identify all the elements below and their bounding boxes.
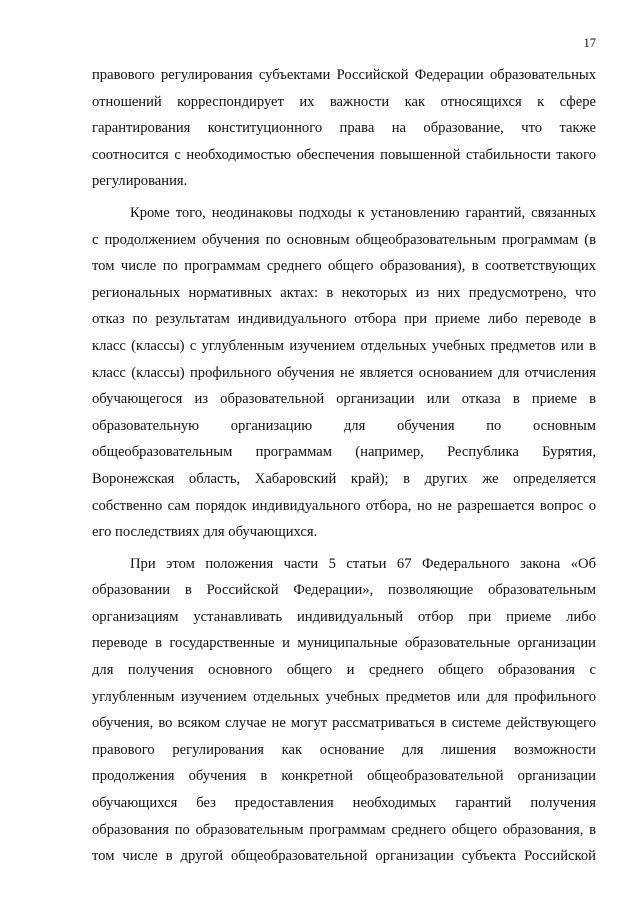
text-line: При этом положения части 5 статьи 67 Федерального закона «Об [130,555,596,572]
text-line: том числе в другой общеобразовательной организации субъекта Российской [92,848,596,865]
text-line: с продолжением обучения по основным общеобразовательным программам (в [92,231,596,248]
text-line: образовании в Российской Федерации», позволяющие образовательным [92,582,596,599]
text-line: отказ по результатам индивидуального отбора при приеме либо переводе в [92,311,596,328]
text-line: класс (классы) профильного обучения не является основанием для отчисления [92,364,596,381]
text-line: региональных нормативных актах: в некоторых из них предусмотрено, что [92,284,596,301]
text-line: класс (классы) с углубленным изучением отдельных учебных предметов или в [92,337,596,354]
text-line: собственно сам порядок индивидуального отбора, но не разрешается вопрос о [92,497,596,514]
paragraph-1 [92,62,596,195]
text-line: его последствиях для обучающихся. [92,524,318,541]
text-line: общеобразовательным программам (например, Республика Бурятия, [92,444,596,461]
text-line: обучающегося из образовательной организации или отказа в приеме в [92,391,596,408]
text-line: продолжения обучения в конкретной общеобразовательной организации [92,768,596,785]
body-text [92,62,596,870]
text-line: гарантирования конституционного права на образование, что также [92,120,596,137]
text-line: соотносится с необходимостью обеспечения повышенной стабильности такого [92,146,596,163]
page-number: 17 [583,36,596,50]
text-line: обучения, во всяком случае не могут рассматриваться в системе действующего [92,715,596,732]
text-line: обучающихся без предоставления необходимых гарантий получения [92,795,596,812]
text-line: отношений корреспондирует их важности как относящихся к сфере [92,93,596,110]
text-line: том числе по программам среднего общего образования), в соответствующих [92,258,596,275]
text-line: переводе в государственные и муниципальные образовательные организации [92,635,596,652]
text-line: правового регулирования как основание для лишения возможности [92,741,596,758]
paragraph-2 [92,200,596,546]
text-line: углубленным изучением отдельных учебных предметов или для профильного [92,688,596,705]
text-line: правового регулирования субъектами Российской Федерации образовательных [92,67,596,83]
text-line: для получения основного общего и среднего общего образования с [92,662,596,679]
text-line: Кроме того, неодинаковы подходы к установлению гарантий, связанных [130,204,596,221]
text-line: образовательную организацию для обучения по основным [92,417,596,434]
text-line: Воронежская область, Хабаровский край); в других же определяется [92,470,596,487]
text-line: регулирования. [92,173,188,190]
paragraph-3 [92,551,596,870]
text-line: организациям устанавливать индивидуальный отбор при приеме либо [92,608,596,625]
text-line: образования по образовательным программам среднего общего образования, в [92,821,596,838]
